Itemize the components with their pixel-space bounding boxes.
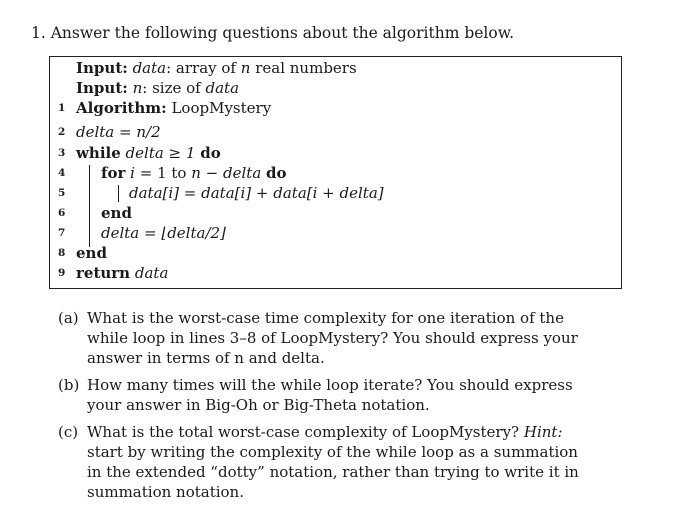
question-list (58, 308, 588, 509)
for-range-end: n − delta (191, 164, 262, 182)
line-number: 2 (58, 126, 66, 138)
algorithm-name: LoopMystery (171, 99, 272, 117)
line-number: 3 (58, 147, 66, 159)
while-condition: delta ≥ 1 (125, 144, 196, 162)
return-keyword: return (76, 264, 131, 282)
question-a (58, 308, 588, 368)
question-text (87, 422, 588, 502)
while-block-rule (89, 165, 90, 247)
end-while-keyword: end (76, 244, 107, 262)
hint-text: start by writing the complexity of the while loop as a summation in the extended “dotty” notation, rather than trying to write it in summation notation. (87, 443, 579, 501)
do-keyword: do (200, 144, 221, 162)
input-keyword: Input: (76, 79, 128, 97)
delta-init-statement: delta = n/2 (76, 123, 161, 141)
question-label: (b) (58, 376, 80, 394)
line-number: 9 (58, 267, 66, 279)
problem-prompt: Answer the following questions about the algorithm below. (50, 24, 515, 42)
line-number: 4 (58, 167, 66, 179)
line-number: 1 (58, 102, 66, 114)
input-name: n (132, 79, 143, 97)
for-block-rule (118, 185, 119, 202)
do-keyword: do (266, 164, 287, 182)
assignment-statement: data[i] = data[i] + data[i + delta] (129, 184, 384, 202)
question-label: (a) (58, 309, 79, 327)
question-label: (c) (58, 423, 79, 441)
question-b (58, 375, 588, 415)
line-number: 8 (58, 247, 66, 259)
return-value: data (134, 264, 169, 282)
algorithm-box: Input: data: array of n real numbers Input: n: size of data 1 Algorithm: LoopMystery 2 delta = n/2 3 while delta ≥ 1 do 4 for i = 1 to n − delta do 5 data[i] = data[i] + data[i + delta] 6 end 7 delta = ⌊delta/2⌋ 8 end 9 return data (49, 56, 622, 289)
while-keyword: while (76, 144, 121, 162)
problem-number: 1. (31, 24, 46, 42)
line-number: 5 (58, 187, 66, 199)
question-text: What is the worst-case time complexity for one iteration of the while loop in lines 3–8 of LoopMystery? You should express your answer in terms of n and delta. (87, 309, 578, 367)
input-var: data (205, 79, 240, 97)
for-variable: i (130, 164, 135, 182)
for-range-start: = 1 to (139, 164, 187, 182)
input-var: n (240, 59, 251, 77)
algorithm-keyword: Algorithm: (76, 99, 167, 117)
input-desc: array of (175, 59, 236, 77)
input-tail: real numbers (255, 59, 357, 77)
problem-heading (31, 24, 514, 42)
delta-update-statement: delta = ⌊delta/2⌋ (101, 224, 226, 242)
question-text: How many times will the while loop iterate? You should express your answer in Big-Oh or Big-Theta notation. (87, 376, 573, 414)
input-name: data (132, 59, 167, 77)
input-keyword: Input: (76, 59, 128, 77)
question-c (58, 422, 588, 502)
end-for-keyword: end (101, 204, 132, 222)
hint-label: Hint: (523, 423, 563, 441)
question-text-main: What is the total worst-case complexity of LoopMystery? (87, 423, 520, 441)
line-number: 6 (58, 207, 66, 219)
line-number: 7 (58, 227, 66, 239)
input-desc: size of (152, 79, 201, 97)
for-keyword: for (101, 164, 126, 182)
